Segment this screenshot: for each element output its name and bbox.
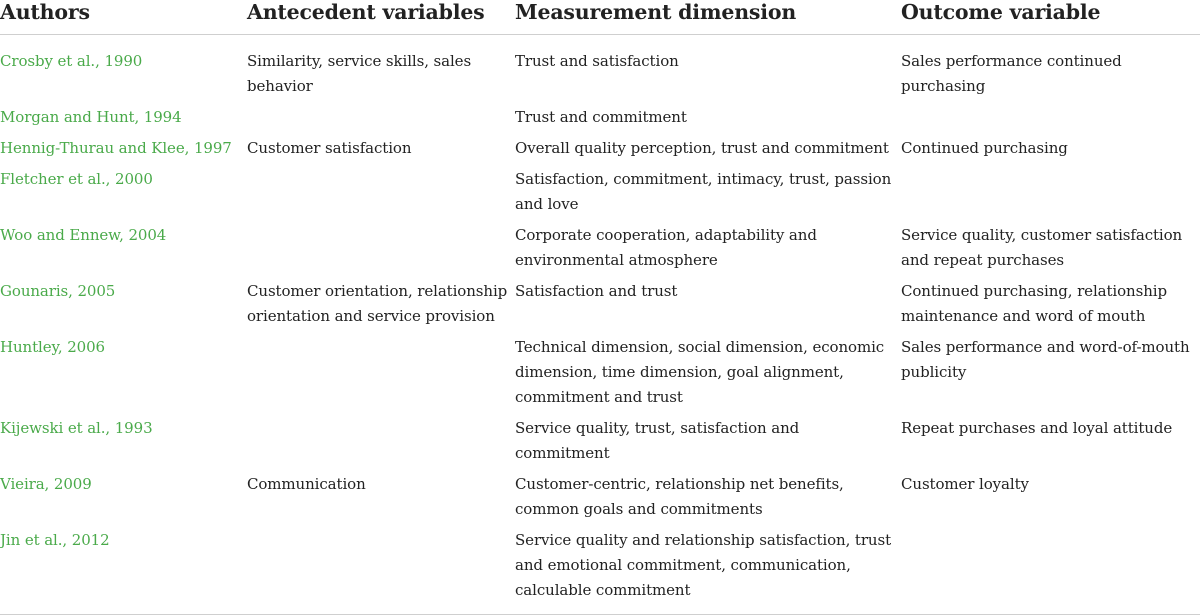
table-row [0, 416, 1200, 472]
outcome-cell: Continued purchasing [901, 139, 1068, 157]
author-cell [0, 35, 247, 106]
antecedent-cell [247, 105, 515, 136]
table-row [0, 35, 1200, 106]
outcome-cell [901, 528, 1200, 615]
antecedent-cell: Customer orientation, relationship orientation and service provision [247, 282, 508, 325]
antecedent-cell: Communication [247, 475, 366, 493]
header-row [0, 0, 1200, 35]
antecedent-cell [247, 416, 515, 472]
antecedent-cell: Customer satisfaction [247, 139, 412, 157]
measurement-cell: Satisfaction, commitment, intimacy, trust, passion and love [515, 170, 892, 213]
outcome-cell: Customer loyalty [901, 475, 1029, 493]
measurement-cell: Satisfaction and trust [515, 282, 678, 300]
author-cell [0, 136, 247, 167]
measurement-cell: Service quality, trust, satisfaction and commitment [515, 419, 800, 462]
author-reference-link[interactable]: Huntley, 2006 [0, 338, 105, 356]
outcome-cell: Repeat purchases and loyal attitude [901, 419, 1173, 437]
author-cell [0, 416, 247, 472]
table-row [0, 472, 1200, 528]
author-cell [0, 279, 247, 335]
measurement-cell: Technical dimension, social dimension, economic dimension, time dimension, goal alignment, commitment and trust [515, 338, 885, 406]
measurement-cell: Trust and satisfaction [515, 52, 679, 70]
author-cell [0, 105, 247, 136]
table-row [0, 335, 1200, 416]
antecedent-cell [247, 335, 515, 416]
author-reference-link[interactable]: Hennig-Thurau and Klee, 1997 [0, 139, 232, 157]
author-cell [0, 223, 247, 279]
author-cell [0, 167, 247, 223]
author-reference-link[interactable]: Fletcher et al., 2000 [0, 170, 153, 188]
outcome-cell [901, 105, 1200, 136]
header-antecedent-variables: Antecedent variables [247, 0, 515, 35]
table-body [0, 35, 1200, 615]
table-row [0, 167, 1200, 223]
measurement-cell: Service quality and relationship satisfaction, trust and emotional commitment, communication, calculable commitment [515, 528, 901, 615]
header-outcome-variable: Outcome variable [901, 0, 1200, 35]
outcome-cell [901, 167, 1200, 223]
table-row [0, 223, 1200, 279]
table-row [0, 136, 1200, 167]
author-reference-link[interactable]: Morgan and Hunt, 1994 [0, 108, 182, 126]
table-row [0, 279, 1200, 335]
outcome-cell: Service quality, customer satisfaction and repeat purchases [901, 226, 1183, 269]
table-row [0, 528, 1200, 615]
header-authors: Authors [0, 0, 247, 35]
antecedent-cell: Similarity, service skills, sales behavior [247, 52, 472, 95]
author-reference-link[interactable]: Gounaris, 2005 [0, 282, 116, 300]
measurement-cell: Corporate cooperation, adaptability and environmental atmosphere [515, 226, 817, 269]
table-row [0, 105, 1200, 136]
measurement-cell: Overall quality perception, trust and commitment [515, 139, 889, 157]
author-reference-link[interactable]: Woo and Ennew, 2004 [0, 226, 167, 244]
author-cell [0, 528, 247, 615]
author-cell [0, 335, 247, 416]
antecedent-cell [247, 167, 515, 223]
header-measurement-dimension: Measurement dimension [515, 0, 901, 35]
antecedent-cell [247, 528, 515, 615]
measurement-cell: Trust and commitment [515, 108, 687, 126]
outcome-cell: Sales performance continued purchasing [901, 52, 1122, 95]
antecedent-cell [247, 223, 515, 279]
outcome-cell: Sales performance and word-of-mouth publicity [901, 338, 1190, 381]
outcome-cell: Continued purchasing, relationship maintenance and word of mouth [901, 282, 1167, 325]
author-reference-link[interactable]: Kijewski et al., 1993 [0, 419, 153, 437]
author-reference-link[interactable]: Jin et al., 2012 [0, 531, 110, 549]
measurement-cell: Customer-centric, relationship net benefits, common goals and commitments [515, 475, 844, 518]
author-cell [0, 472, 247, 528]
author-reference-link[interactable]: Vieira, 2009 [0, 475, 92, 493]
author-reference-link[interactable]: Crosby et al., 1990 [0, 52, 143, 70]
